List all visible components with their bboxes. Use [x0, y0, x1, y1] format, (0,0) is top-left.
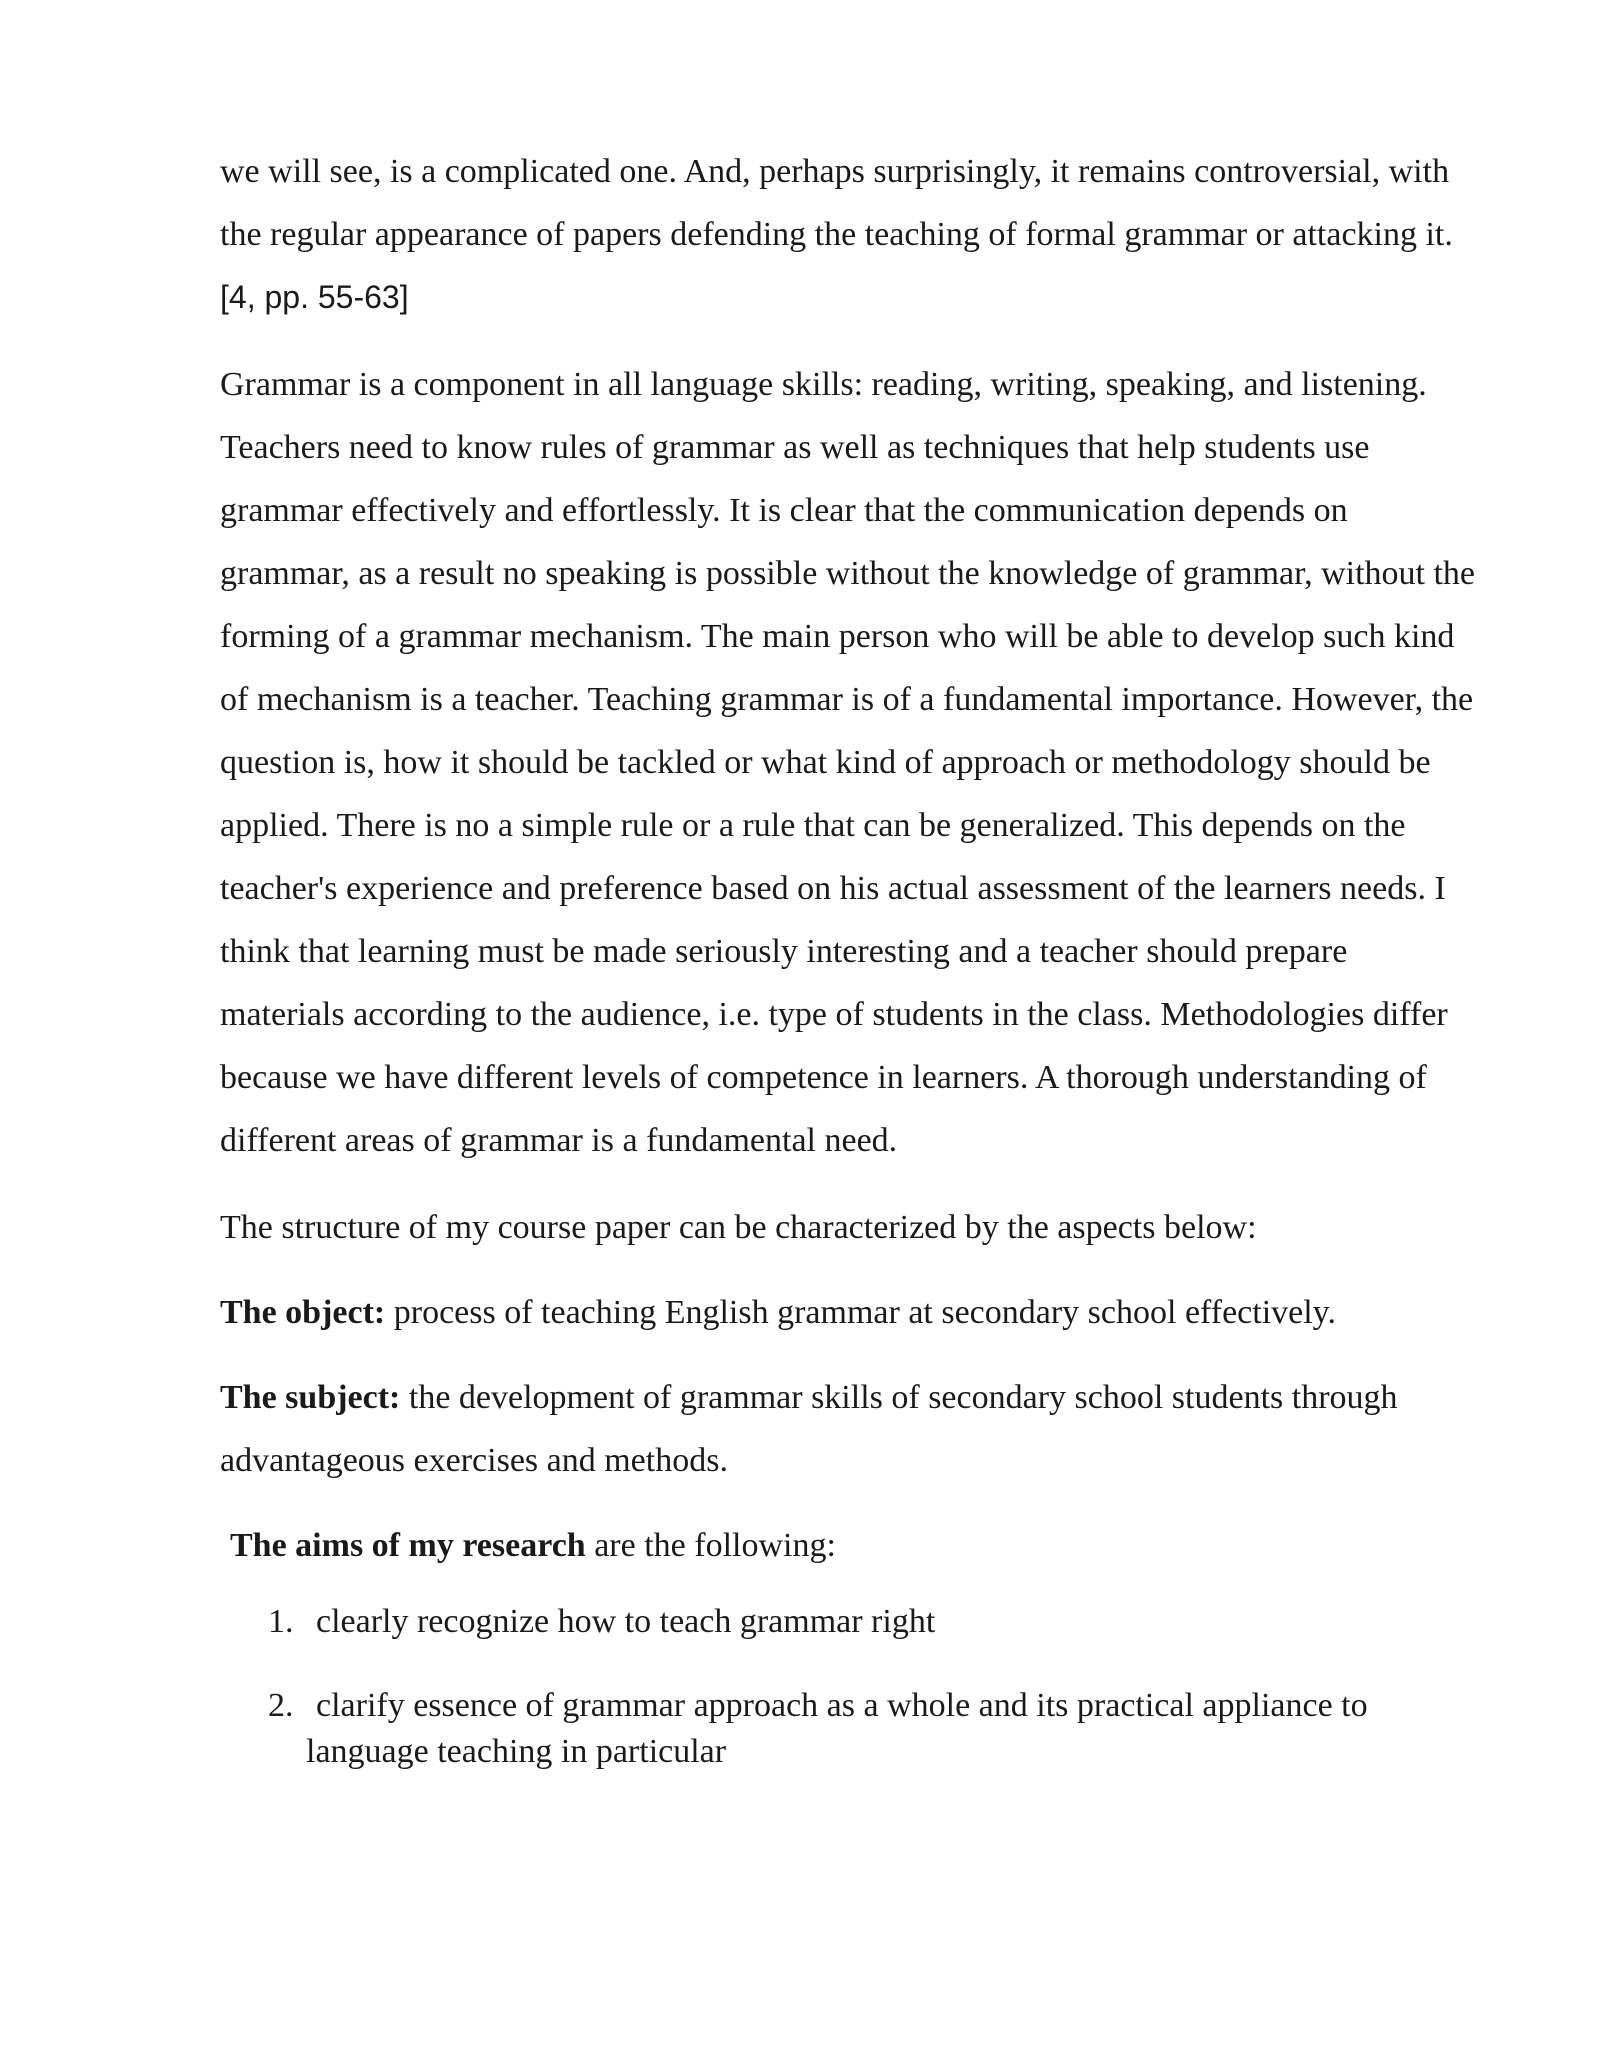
aims-label: The aims of my research	[230, 1527, 586, 1564]
aims-list	[220, 1599, 1480, 1775]
grammar-component-paragraph: Grammar is a component in all language skills: reading, writing, speaking, and listening. Teachers need to know rules of grammar as well as techniques that help students use grammar effectively and effortlessly. It is clear that the communication depends on grammar, as a result no speaking is possible without the knowledge of grammar, without the forming of a grammar mechanism. The main person who will be able to develop such kind of mechanism is a teacher. Teaching grammar is of a fundamental importance. However, the question is, how it should be tackled or what kind of approach or methodology should be applied. There is no a simple rule or a rule that can be generalized. This depends on the teacher's experience and preference based on his actual assessment of the learners needs. I think that learning must be made seriously interesting and a teacher should prepare materials according to the audience, i.e. type of students in the class. Methodologies differ because we have different levels of competence in learners. A thorough understanding of different areas of grammar is a fundamental need.	[220, 366, 1476, 1159]
structure-paragraph: The structure of my course paper can be characterized by the aspects below:	[220, 1209, 1257, 1246]
list-item	[220, 1599, 1480, 1645]
object-label: The object:	[220, 1294, 386, 1331]
subject-paragraph	[220, 1366, 1480, 1492]
list-number: 1.	[268, 1603, 294, 1640]
aims-paragraph	[230, 1514, 1480, 1577]
aims-text: are the following:	[585, 1527, 836, 1564]
list-number: 2.	[268, 1687, 294, 1724]
object-paragraph	[220, 1281, 1480, 1344]
page-content	[220, 140, 1480, 1775]
list-item-text: clarify essence of grammar approach as a whole and its practical appliance to	[316, 1687, 1368, 1724]
intro-paragraph	[220, 140, 1480, 329]
list-item-text: clearly recognize how to teach grammar right	[316, 1603, 936, 1640]
intro-text: we will see, is a complicated one. And, perhaps surprisingly, it remains controversial, with the regular appearance of papers defending the teaching of formal grammar or attacking it.	[220, 153, 1453, 253]
list-item	[220, 1683, 1480, 1775]
subject-label: The subject:	[220, 1379, 401, 1416]
subject-text: the development of grammar skills of secondary school students through advantageous exercises and methods.	[220, 1379, 1398, 1479]
object-text: process of teaching English grammar at secondary school effectively.	[385, 1294, 1336, 1331]
list-item-text-continued: language teaching in particular	[306, 1733, 727, 1770]
citation-reference: [4, pp. 55-63]	[220, 279, 409, 315]
